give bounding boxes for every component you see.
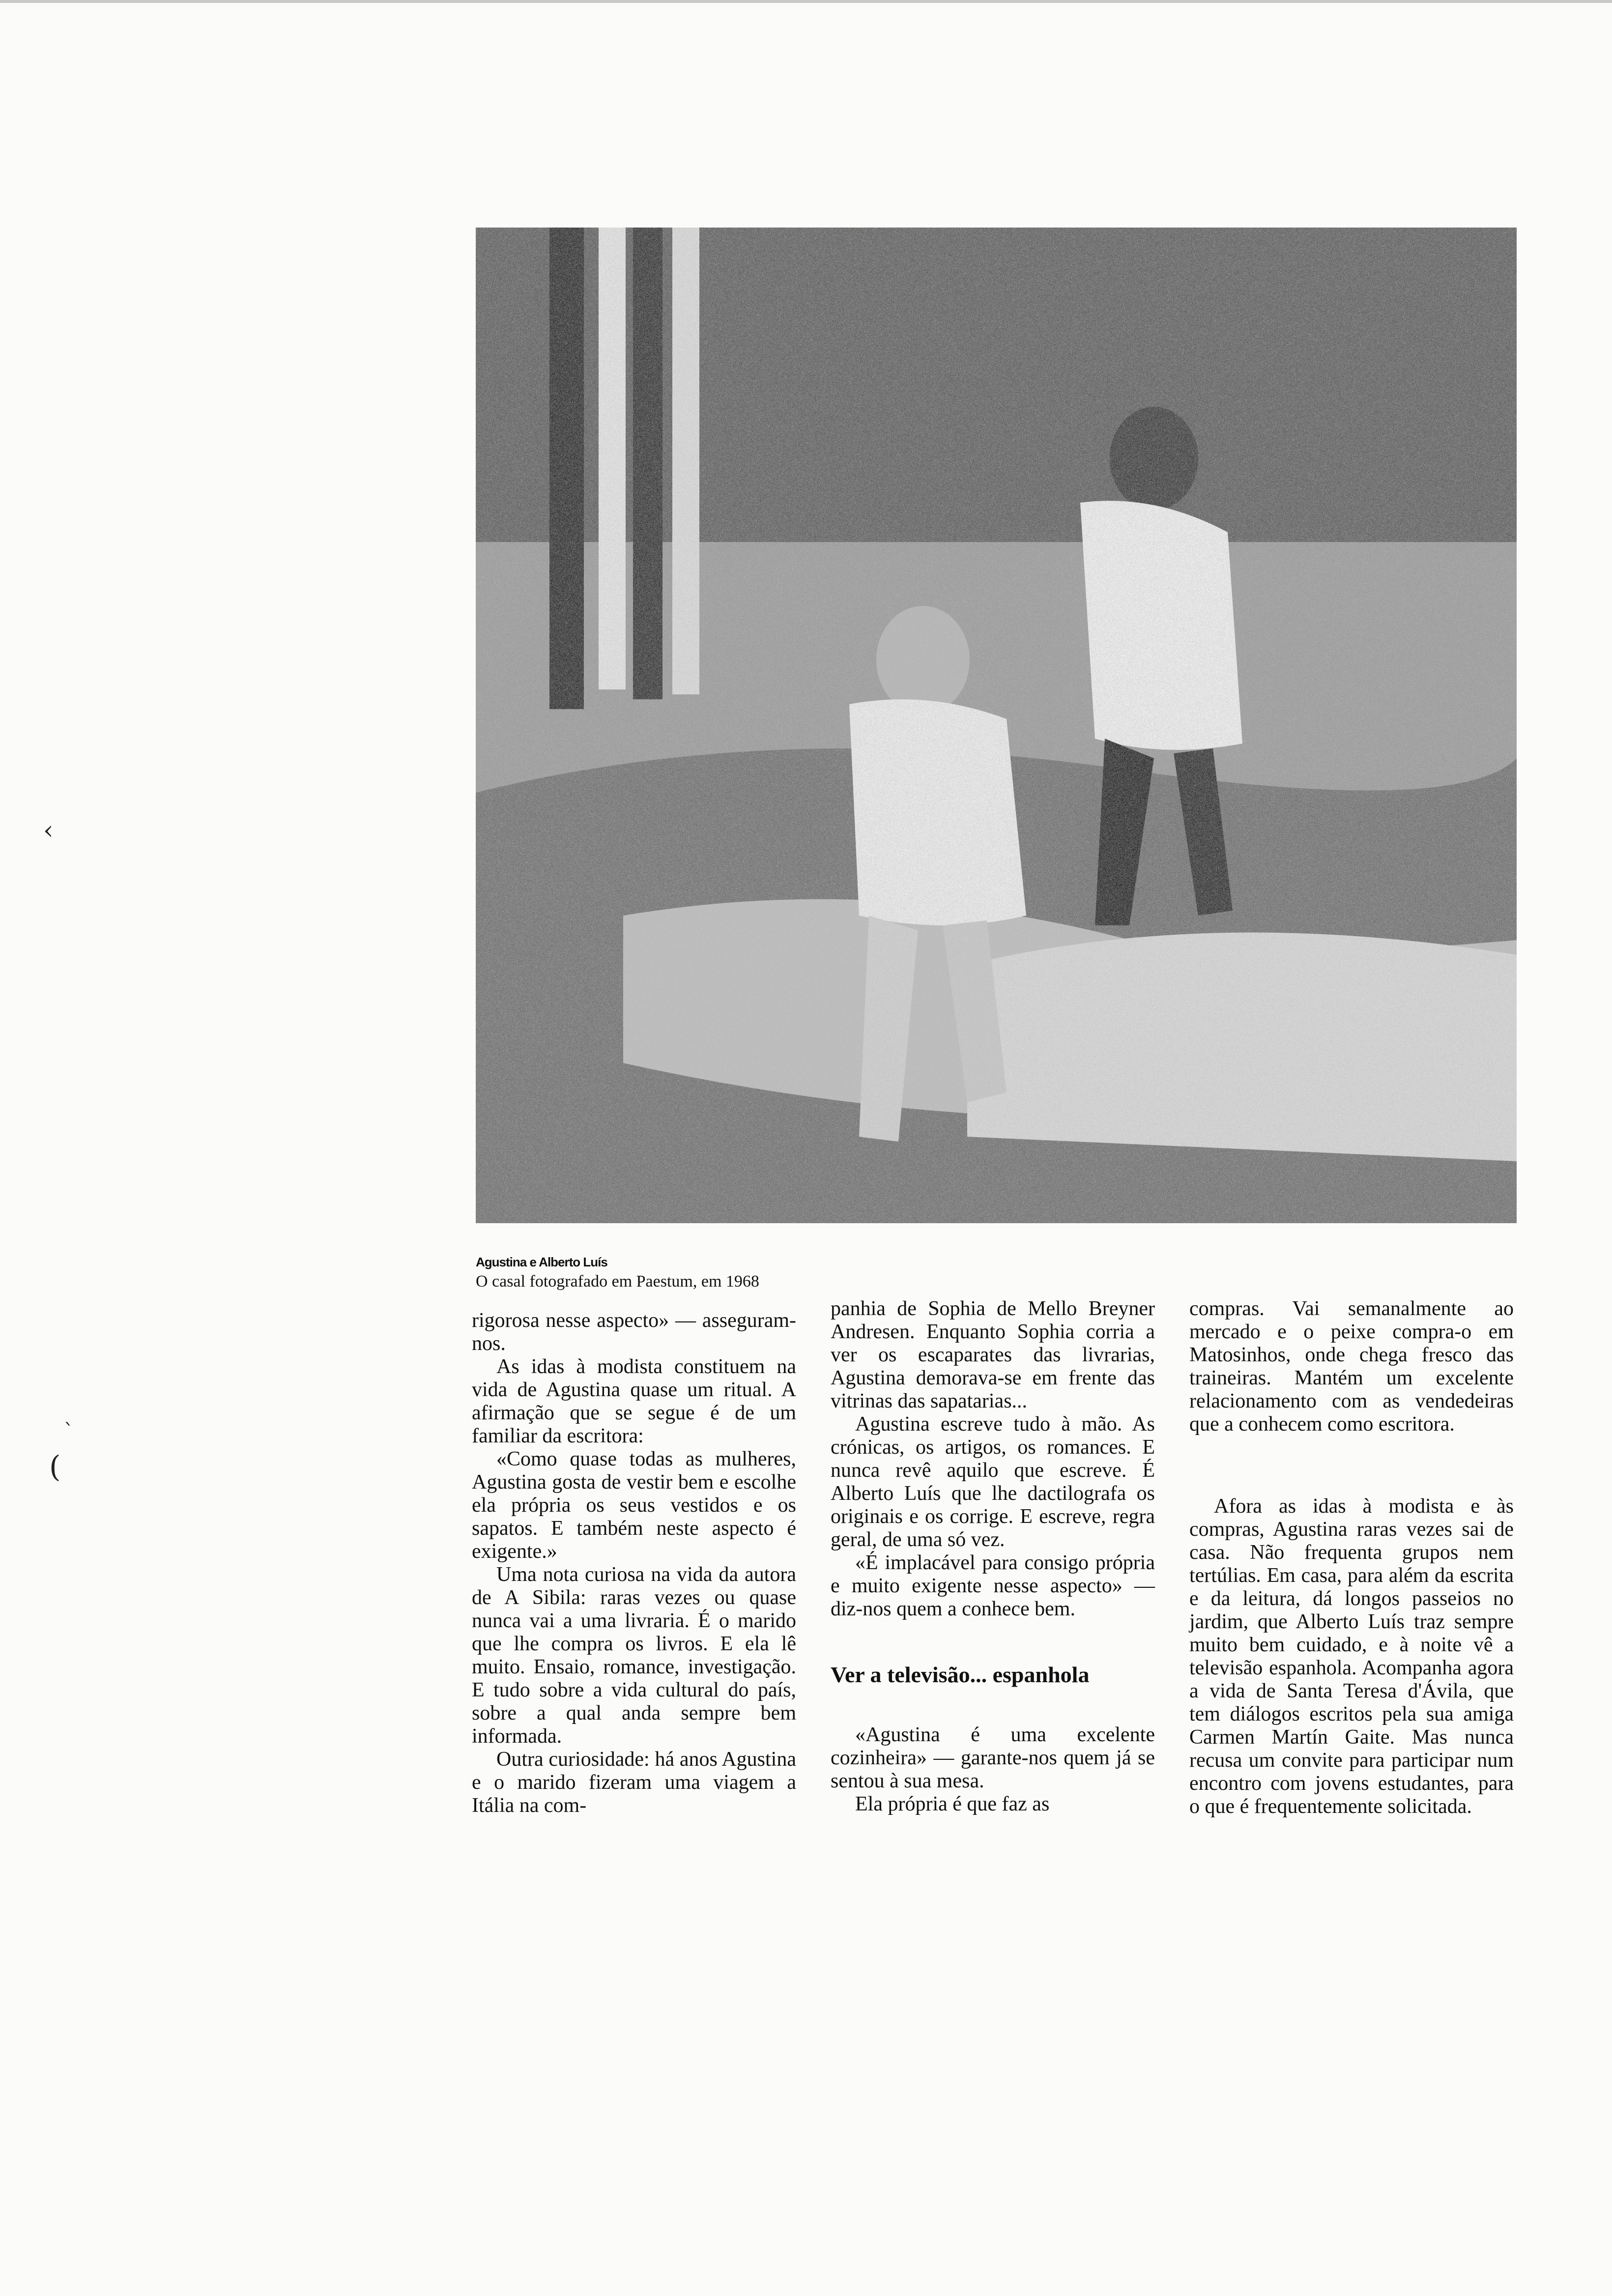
scan-mark: (: [49, 1450, 61, 1484]
photo-caption: [476, 1252, 1016, 1292]
photo-icon: [476, 228, 1517, 1223]
paragraph: «Como quase todas as mulheres, Agustina gosta de vestir bem e escolhe ela própria os seus vestidos e os sapatos. E também neste aspecto é exigente.»: [472, 1448, 796, 1563]
paragraph: Ela própria é que faz as: [855, 1793, 1050, 1815]
scan-mark: `: [64, 1420, 74, 1443]
paragraph: Outra curiosidade: há anos Agustina e o marido fizeram uma viagem a Itália na com-: [472, 1748, 796, 1817]
paragraph: Uma nota curiosa na vida da autora de A Sibila: raras vezes ou quase nunca vai a uma livraria. É o marido que lhe compra os livros. E ela lê muito. Ensaio, romance, investigação. E tudo sobre a vida cultural do país, sobre a qual anda sempre bem informada.: [472, 1563, 796, 1748]
section-heading: Ver a televisão... espanhola: [831, 1662, 1090, 1687]
paragraph: Afora as idas à modista e às compras, Agustina raras vezes sai de casa. Não frequenta grupos nem tertúlias. Em casa, para além da escrita e da leitura, dá longos passeios no jardim, que Alberto Luís traz sempre muito bem cuidado, e à noite vê a televisão espanhola. Acompanha agora a vida de Santa Teresa d'Ávila, que tem diálogos escritos pela sua amiga Carmen Martín Gaite. Mas nunca recusa um convite para participar num encontro com jovens estudantes, para o que é frequentemente solicitada.: [1189, 1495, 1514, 1818]
article-column-3: [1189, 1297, 1514, 1818]
article-column-1: [472, 1309, 796, 1817]
paragraph: compras. Vai semanalmente ao mercado e o peixe compra-o em Matosinhos, onde chega fresco das traineiras. Mantém um excelente relacionamento com as vendedeiras que a conhecem como escritora.: [1189, 1297, 1514, 1435]
couple-photo: [476, 228, 1517, 1223]
paragraph: Agustina escreve tudo à mão. As crónicas, os artigos, os romances. E nunca revê aquilo que escreve. É Alberto Luís que lhe dactilografa os originais e os corrige. E escreve, regra geral, de uma só vez.: [831, 1413, 1155, 1551]
caption-description: O casal fotografado em Paestum, em 1968: [476, 1272, 759, 1291]
paragraph: «Agustina é uma excelente cozinheira» — garante-nos quem já se sentou à sua mesa.: [831, 1723, 1155, 1792]
scan-mark: ‹: [43, 816, 54, 845]
paragraph: As idas à modista constituem na vida de Agustina quase um ritual. A afirmação que se segue é de um familiar da escritora:: [472, 1355, 796, 1447]
paragraph-gap: [1189, 1436, 1514, 1495]
top-scan-rule: [0, 0, 1612, 3]
article-column-2: [831, 1297, 1155, 1816]
paragraph: «É implacável para consigo própria e muito exigente nesse aspecto» — diz-nos quem a conhece bem.: [831, 1551, 1155, 1620]
paragraph: panhia de Sophia de Mello Breyner Andresen. Enquanto Sophia corria a ver os escaparates das livrarias, Agustina demorava-se em frente das vitrinas das sapatarias...: [831, 1297, 1155, 1412]
paragraph: rigorosa nesse aspecto» — asseguram-nos.: [472, 1309, 796, 1355]
caption-names: Agustina e Alberto Luís: [476, 1255, 607, 1269]
